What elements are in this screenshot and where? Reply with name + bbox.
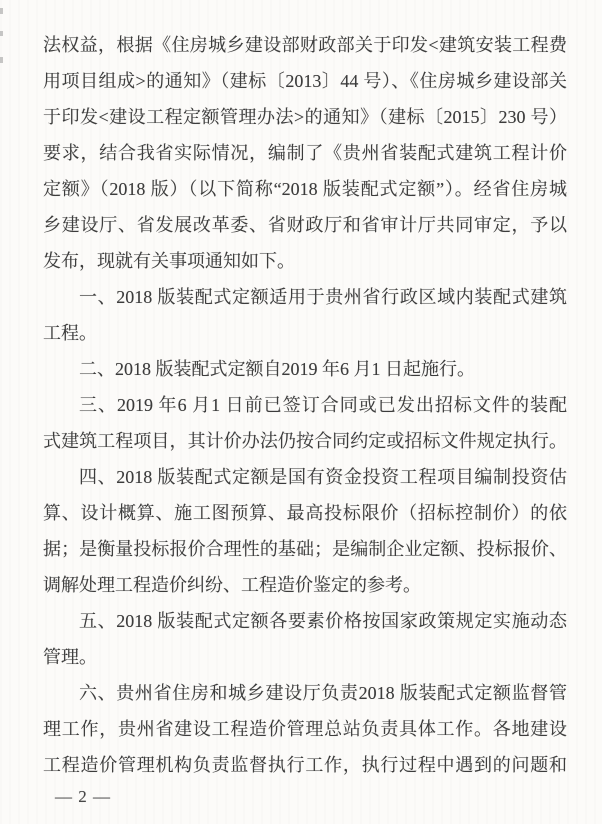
text-line: 乡建设厅、省发展改革委、省财政厅和省审计厅共同审定，予以 (43, 215, 567, 235)
scan-artifact (0, 57, 3, 63)
text-line: 工程。 (43, 323, 97, 343)
text-line: 六、贵州省住房和城乡建设厅负责2018 版装配式定额监督管 (79, 683, 567, 703)
text-line: 要求，结合我省实际情况，编制了《贵州省装配式建筑工程计价 (43, 143, 567, 163)
text-line: 法权益，根据《住房城乡建设部财政部关于印发<建筑安装工程费 (43, 35, 567, 55)
page-number: — 2 — (55, 787, 111, 806)
text-line: 工程造价管理机构负责监督执行工作，执行过程中遇到的问题和 (43, 755, 567, 775)
text-line: 算、设计概算、施工图预算、最高投标限价（招标控制价）的依 (43, 503, 567, 523)
text-line: 调解处理工程造价纠纷、工程造价鉴定的参考。 (43, 575, 421, 595)
text-line: 式建筑工程项目，其计价办法仍按合同约定或招标文件规定执行。 (43, 431, 567, 451)
text-line: 发布，现就有关事项通知如下。 (43, 251, 295, 271)
text-line: 二、2018 版装配式定额自2019 年6 月1 日起施行。 (79, 359, 475, 379)
text-line: 五、2018 版装配式定额各要素价格按国家政策规定实施动态 (79, 611, 567, 631)
text-line: 于印发<建设工程定额管理办法>的通知》（建标〔2015〕230 号） (43, 107, 567, 127)
text-line: 据；是衡量投标报价合理性的基础；是编制企业定额、投标报价、 (43, 539, 567, 559)
scan-artifact (0, 8, 3, 14)
text-line: 理工作，贵州省建设工程造价管理总站负责具体工作。各地建设 (43, 719, 567, 739)
text-line: 一、2018 版装配式定额适用于贵州省行政区域内装配式建筑 (79, 287, 567, 307)
text-line: 管理。 (43, 647, 97, 667)
document-body (43, 27, 567, 783)
text-line: 定额》（2018 版）（以下简称“2018 版装配式定额”）。经省住房城 (43, 179, 567, 199)
text-line: 四、2018 版装配式定额是国有资金投资工程项目编制投资估 (79, 467, 567, 487)
scan-artifact (0, 31, 3, 36)
text-line: 三、2019 年6 月1 日前已签订合同或已发出招标文件的装配 (79, 395, 567, 415)
text-line: 用项目组成>的通知》（建标〔2013〕44 号）、《住房城乡建设部关 (43, 71, 567, 91)
